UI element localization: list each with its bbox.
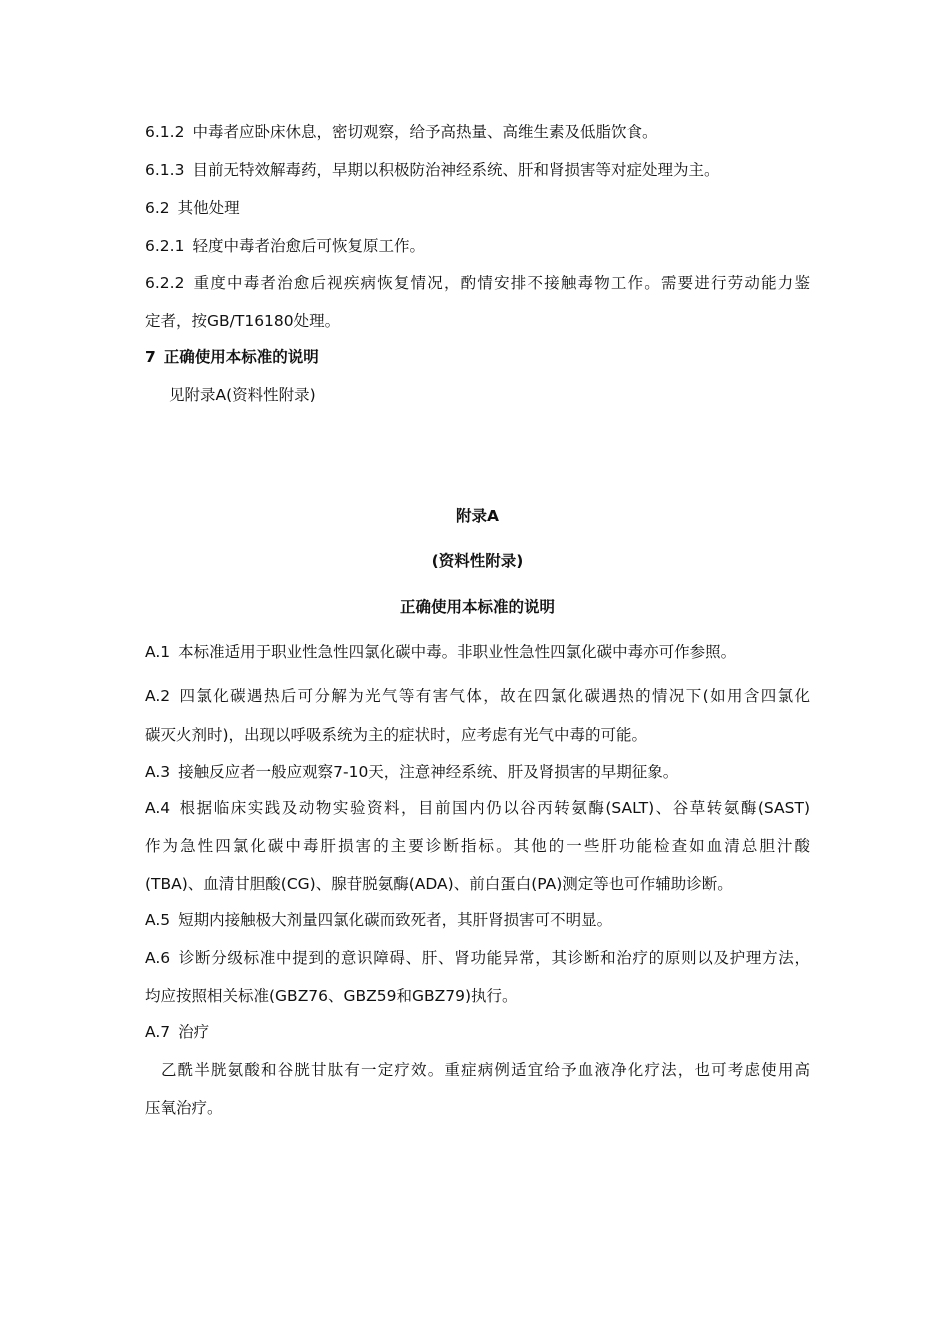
section-title: 正确使用本标准的说明 <box>163 348 319 366</box>
clause-number: A.2 <box>145 687 171 705</box>
clause-number: A.3 <box>145 763 171 781</box>
clause-text: 治疗 <box>178 1023 210 1041</box>
clause-number: 6.1.3 <box>145 161 185 179</box>
clause-a7-body-line2: 压氧治疗。 <box>145 1099 223 1117</box>
clause-6-1-2 <box>145 122 657 142</box>
clause-text: 重度中毒者治愈后视疾病恢复情况，酌情安排不接触毒物工作。需要进行劳动能力鉴 <box>192 274 810 292</box>
clause-a1 <box>145 642 736 662</box>
clause-a5 <box>145 910 612 930</box>
clause-a6-line1 <box>145 948 810 968</box>
clause-a6-line2: 均应按照相关标准(GBZ76、GBZ59和GBZ79)执行。 <box>145 987 518 1005</box>
clause-6-1-3 <box>145 160 719 180</box>
clause-number: 6.1.2 <box>145 123 185 141</box>
clause-text: 诊断分级标准中提到的意识障碍、肝、肾功能异常，其诊断和治疗的原则以及护理方法， <box>178 949 810 967</box>
clause-a4-line1 <box>145 798 810 818</box>
clause-number: A.6 <box>145 949 171 967</box>
section-7-heading <box>145 347 319 367</box>
appendix-subtitle: (资料性附录) <box>431 552 524 570</box>
clause-6-2-2-line1 <box>145 273 810 293</box>
clause-a7-body-line1: 乙酰半胱氨酸和谷胱甘肽有一定疗效。重症病例适宜给予血液净化疗法，也可考虑使用高 <box>161 1061 810 1079</box>
appendix-heading: 正确使用本标准的说明 <box>399 598 555 616</box>
appendix-title: 附录A <box>456 507 499 525</box>
clause-a2-line2: 碳灭火剂时)，出现以呼吸系统为主的症状时，应考虑有光气中毒的可能。 <box>145 726 648 744</box>
clause-text: 短期内接触极大剂量四氯化碳而致死者，其肝肾损害可不明显。 <box>178 911 613 929</box>
clause-text: 中毒者应卧床休息，密切观察，给予高热量、高维生素及低脂饮食。 <box>192 123 658 141</box>
clause-text: 其他处理 <box>177 199 240 217</box>
clause-a4-line2: 作为急性四氯化碳中毒肝损害的主要诊断指标。其他的一些肝功能检查如血清总胆汁酸 <box>145 837 810 855</box>
clause-number: 6.2.1 <box>145 237 185 255</box>
clause-number: 6.2.2 <box>145 274 185 292</box>
clause-6-2 <box>145 198 240 218</box>
section-7-body: 见附录A(资料性附录) <box>169 386 316 404</box>
clause-a7 <box>145 1022 209 1042</box>
clause-text: 四氯化碳遇热后可分解为光气等有害气体，故在四氯化碳遇热的情况下(如用含四氯化 <box>178 687 810 705</box>
clause-number: 6.2 <box>145 199 170 217</box>
clause-number: A.5 <box>145 911 171 929</box>
clause-text: 轻度中毒者治愈后可恢复原工作。 <box>192 237 425 255</box>
clause-number: A.1 <box>145 643 171 661</box>
clause-a3 <box>145 762 678 782</box>
clause-text: 本标准适用于职业性急性四氯化碳中毒。非职业性急性四氯化碳中毒亦可作参照。 <box>178 643 737 661</box>
clause-text: 根据临床实践及动物实验资料，目前国内仍以谷丙转氨酶(SALT)、谷草转氨酶(SAST) <box>178 799 810 817</box>
clause-number: A.7 <box>145 1023 171 1041</box>
clause-6-2-2-line2: 定者，按GB/T16180处理。 <box>145 312 341 330</box>
clause-text: 目前无特效解毒药，早期以积极防治神经系统、肝和肾损害等对症处理为主。 <box>192 161 720 179</box>
section-number: 7 <box>145 348 156 366</box>
clause-number: A.4 <box>145 799 171 817</box>
clause-a4-line3: (TBA)、血清甘胆酸(CG)、腺苷脱氨酶(ADA)、前白蛋白(PA)测定等也可作辅助诊断。 <box>145 875 733 893</box>
clause-text: 接触反应者一般应观察7-10天，注意神经系统、肝及肾损害的早期征象。 <box>178 763 679 781</box>
clause-6-2-1 <box>145 236 425 256</box>
clause-a2-line1 <box>145 686 810 706</box>
